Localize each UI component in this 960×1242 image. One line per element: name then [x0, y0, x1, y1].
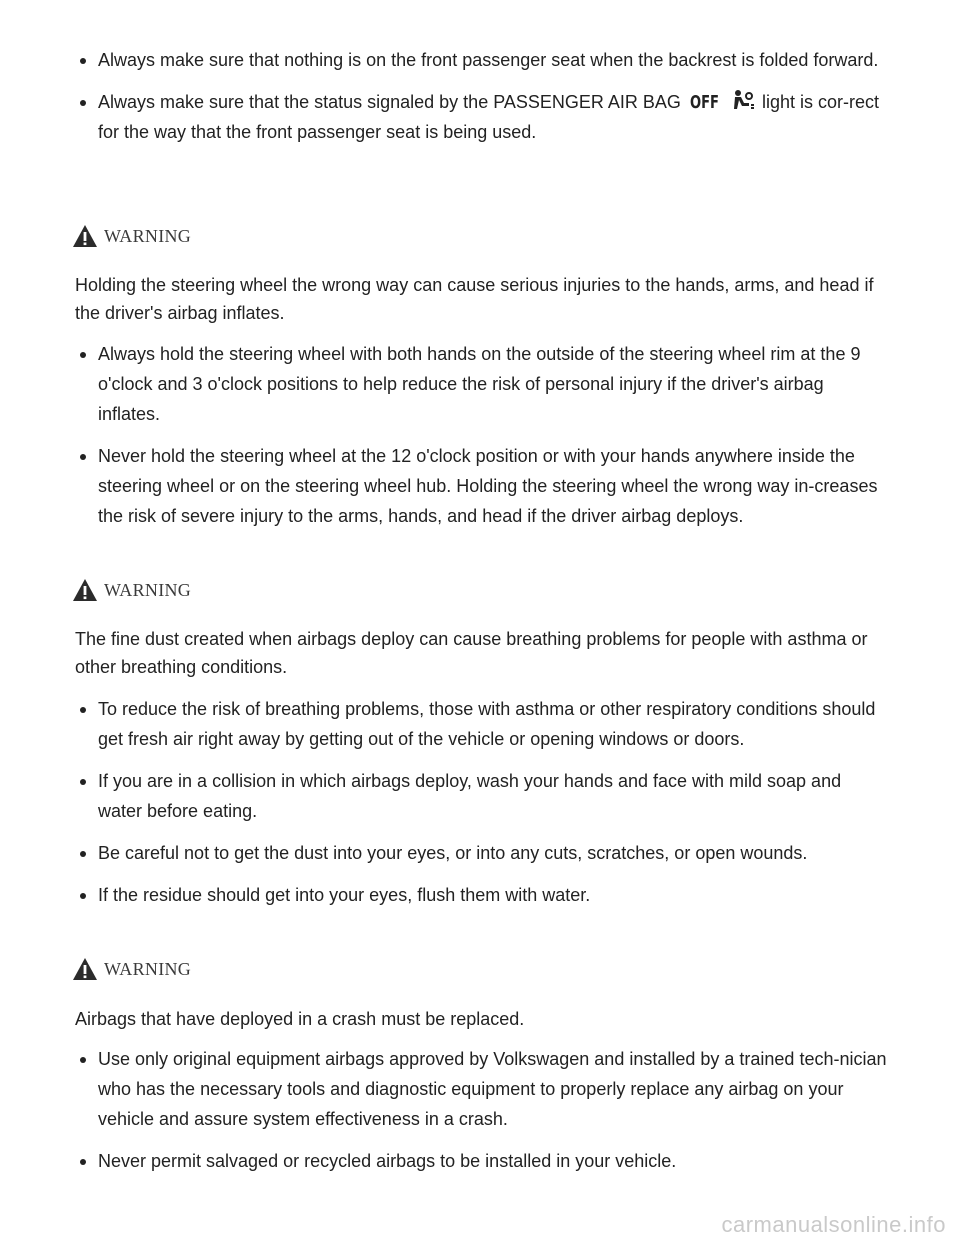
bullet-dot — [80, 58, 86, 64]
list-item — [0, 880, 960, 910]
warning-heading — [72, 577, 191, 603]
bullet-text-before: Always make sure that the status signaled by the PASSENGER AIR BAG — [98, 92, 681, 112]
warning-label: WARNING — [104, 579, 192, 600]
warning-heading — [72, 956, 191, 982]
list-item — [0, 441, 960, 531]
bullet-text: Never permit salvaged or recycled airbags to be installed in your vehicle. — [98, 1151, 677, 1171]
list-item — [0, 694, 960, 754]
list-item — [0, 766, 960, 826]
bullet-dot — [80, 1057, 86, 1063]
bullet-text: Use only original equipment airbags approved by Volkswagen and installed by a trained tech-nician who has the necessary tools and diagnostic equipment to properly replace any airbag on your vehicle and assure system effectiveness in a crash. — [98, 1049, 887, 1129]
warning-bullet-list — [0, 339, 960, 531]
top-bullet-list — [0, 45, 960, 147]
bullet-dot — [80, 454, 86, 460]
bullet-text-after: light is cor-rect for the way that the front passenger seat is being used. — [98, 92, 880, 142]
bullet-dot — [80, 100, 86, 106]
list-item — [0, 1044, 960, 1134]
warning-triangle-icon — [72, 957, 98, 981]
list-item — [0, 339, 960, 429]
warning-triangle-icon — [72, 578, 98, 602]
warning-intro: Holding the steering wheel the wrong way can cause serious injuries to the hands, arms, and head if the driver's airbag inflates. — [75, 275, 874, 323]
list-item — [0, 87, 960, 147]
bullet-text: Always hold the steering wheel with both hands on the outside of the steering wheel rim at the 9 o'clock and 3 o'clock positions to help reduce the risk of personal injury if the driver's airbag inflates. — [98, 344, 861, 424]
bullet-text: To reduce the risk of breathing problems, those with asthma or other respiratory conditions should get fresh air right away by getting out of the vehicle or opening windows or doors. — [98, 699, 876, 749]
watermark: carmanualsonline.info — [721, 1212, 946, 1237]
warning-label: WARNING — [104, 958, 192, 979]
svg-text:OFF: OFF — [689, 92, 719, 113]
warning-label: WARNING — [104, 225, 192, 246]
bullet-dot — [80, 707, 86, 713]
list-item — [0, 1146, 960, 1176]
list-item — [0, 45, 960, 75]
bullet-text: Always make sure that nothing is on the front passenger seat when the backrest is folded forward. — [98, 50, 879, 70]
bullet-dot — [80, 851, 86, 857]
warning-heading — [72, 223, 191, 249]
warning-triangle-icon — [72, 224, 98, 248]
airbag-off-text-icon — [690, 91, 720, 111]
bullet-text: If the residue should get into your eyes, flush them with water. — [98, 885, 591, 905]
warning-intro: The fine dust created when airbags deploy can cause breathing problems for people with asthma or other breathing conditions. — [75, 629, 868, 677]
warning-intro: Airbags that have deployed in a crash must be replaced. — [75, 1009, 525, 1029]
bullet-dot — [80, 779, 86, 785]
bullet-text: Never hold the steering wheel at the 12 o'clock position or with your hands anywhere inside the steering wheel or on the steering wheel hub. Holding the steering wheel the wrong way in-creases the risk of severe injury to the arms, hands, and head if the driver airbag deploys. — [98, 446, 878, 526]
bullet-text: If you are in a collision in which airbags deploy, wash your hands and face with mild soap and water before eating. — [98, 771, 842, 821]
bullet-text: Be careful not to get the dust into your eyes, or into any cuts, scratches, or open wounds. — [98, 843, 808, 863]
bullet-dot — [80, 1159, 86, 1165]
warning-bullet-list — [0, 1044, 960, 1176]
passenger-airbag-icon — [731, 89, 755, 111]
warning-bullet-list — [0, 694, 960, 910]
bullet-dot — [80, 893, 86, 899]
list-item — [0, 838, 960, 868]
bullet-dot — [80, 352, 86, 358]
